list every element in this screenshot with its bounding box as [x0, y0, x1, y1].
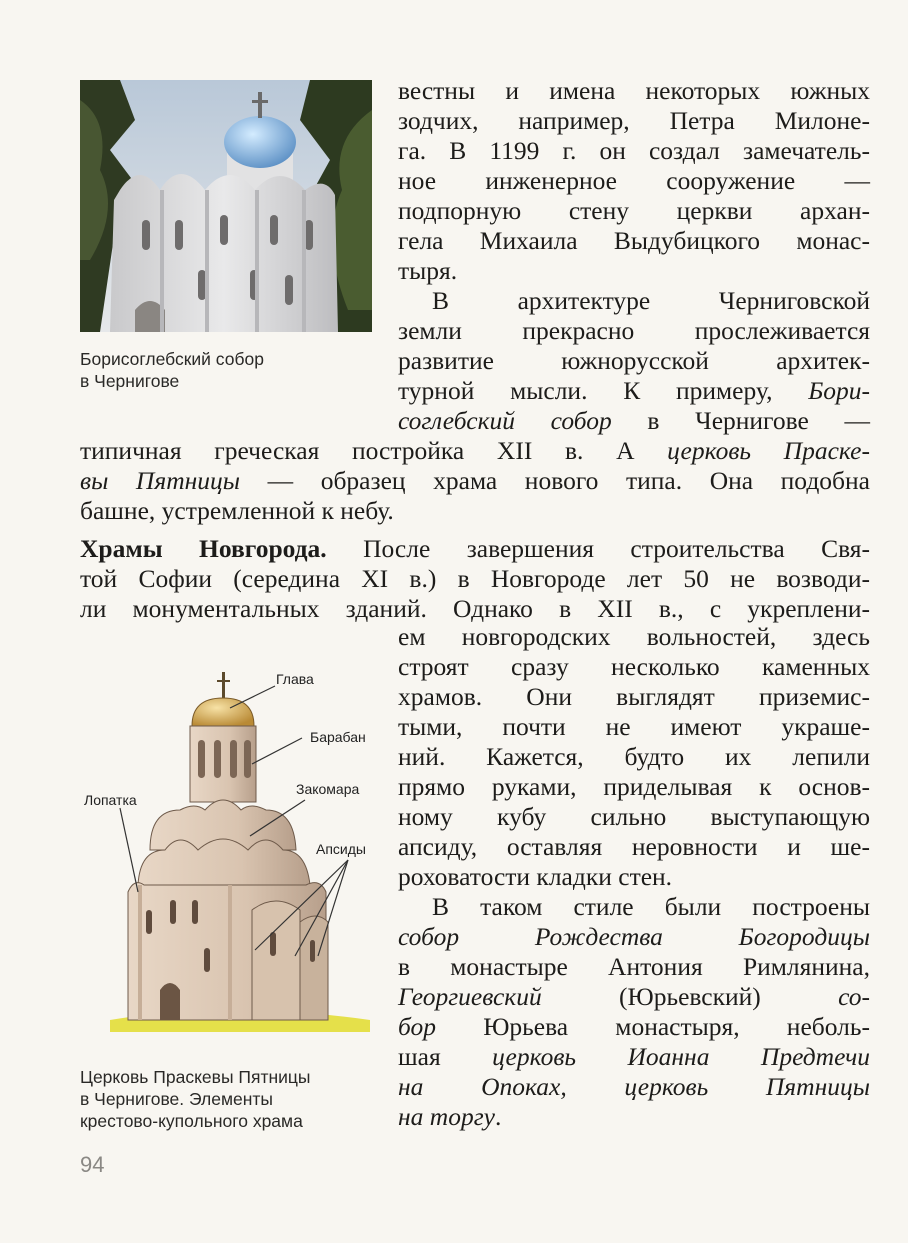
text-line: га. В 1199 г. он создал замечатель-: [398, 136, 870, 165]
label-baraban: Барабан: [310, 729, 366, 745]
section-heading: Храмы Новгорода.: [80, 534, 327, 563]
text-line: в монастыре Антония Римлянина,: [398, 952, 870, 981]
text-line: [398, 922, 870, 952]
label-glava: Глава: [276, 671, 314, 687]
italic-term: церковь Праске-: [667, 436, 870, 465]
text-line: вестны и имена некоторых южных: [398, 76, 870, 105]
text-line: строят сразу несколько каменных: [398, 652, 870, 681]
text-line: Храмы Новгорода. После завершения строительства Свя-: [80, 534, 871, 563]
text-line: В архитектуре Черниговской: [432, 286, 870, 315]
text-column-right-top: [398, 76, 870, 436]
text-line: ний. Кажется, будто их лепили: [398, 742, 870, 771]
text-line: [398, 1072, 870, 1102]
italic-term: соглебский собор: [398, 406, 612, 435]
church-diagram: [80, 660, 380, 1055]
text-full-width-1: [80, 436, 870, 526]
italic-term: собор Рождества Богородицы: [398, 922, 870, 951]
diagram-caption: [80, 1066, 380, 1132]
text-line: ем новгородских вольностей, здесь: [398, 622, 870, 651]
text-column-right-bottom: [398, 622, 870, 1132]
italic-term: бор: [398, 1012, 436, 1041]
label-lopatka: Лопатка: [84, 792, 137, 808]
text-full-width-2: [80, 534, 870, 624]
page-number: 94: [80, 1152, 105, 1177]
text-line: соглебский собор в Чернигове —: [398, 406, 870, 435]
text-line: ли монументальных зданий. Однако в XII в., с укреплени-: [80, 594, 870, 623]
label-apsidy: Апсиды: [316, 841, 366, 857]
text-line: роховатости кладки стен.: [398, 862, 673, 891]
caption-line: в Чернигове: [80, 371, 180, 391]
text-line: турной мысли. К примеру, Бори-: [398, 376, 871, 405]
caption-line: в Чернигове. Элементы: [80, 1089, 273, 1109]
text-line: подпорную стену церкви архан-: [398, 196, 870, 225]
text-line: вы Пятницы — образец храма нового типа. Она подобна: [80, 466, 870, 495]
caption-line: Борисоглебский собор: [80, 349, 264, 369]
text-line: зодчих, например, Петра Милоне-: [398, 106, 870, 135]
text-line: апсиду, оставляя неровности и ше-: [398, 832, 870, 861]
italic-term: на Опоках, церковь Пятницы: [398, 1072, 870, 1101]
text-line: земли прекрасно прослеживается: [398, 316, 870, 345]
text-line: на торгу.: [398, 1102, 502, 1131]
text-line: той Софии (середина XI в.) в Новгороде лет 50 не возводи-: [80, 564, 870, 593]
caption-line: Церковь Праскевы Пятницы: [80, 1067, 311, 1087]
text-line: башне, устремленной к небу.: [80, 496, 394, 525]
text-line: бор Юрьева монастыря, неболь-: [398, 1012, 870, 1041]
italic-term: церковь Иоанна Предтечи: [492, 1042, 870, 1071]
text-line: тыми, почти не имеют украше-: [398, 712, 870, 741]
text-line: прямо руками, приделывая к основ-: [398, 772, 870, 801]
label-zakomara: Закомара: [296, 781, 360, 797]
italic-term: со-: [838, 982, 870, 1011]
text-line: Георгиевский (Юрьевский) со-: [398, 982, 870, 1011]
caption-line: крестово-купольного храма: [80, 1111, 303, 1131]
italic-term: Георгиевский: [398, 982, 542, 1011]
italic-term: на торгу: [398, 1102, 495, 1131]
italic-term: вы Пятницы: [80, 466, 241, 495]
text-line: тыря.: [398, 256, 458, 285]
text-line: ному кубу сильно выступающую: [398, 802, 870, 831]
text-line: развитие южнорусской архитек-: [398, 346, 870, 375]
text-line: типичная греческая постройка XII в. А церковь Праске-: [80, 436, 870, 465]
text-line: храмов. Они выглядят приземис-: [398, 682, 870, 711]
photo-caption: [80, 348, 380, 392]
text-line: шая церковь Иоанна Предтечи: [398, 1042, 870, 1071]
text-line: гела Михаила Выдубицкого монас-: [398, 226, 870, 255]
text-line: ное инженерное сооружение —: [398, 166, 870, 195]
text-line: В таком стиле были построены: [432, 892, 870, 921]
cathedral-photo: [80, 80, 372, 332]
italic-term: Бори-: [808, 376, 871, 405]
